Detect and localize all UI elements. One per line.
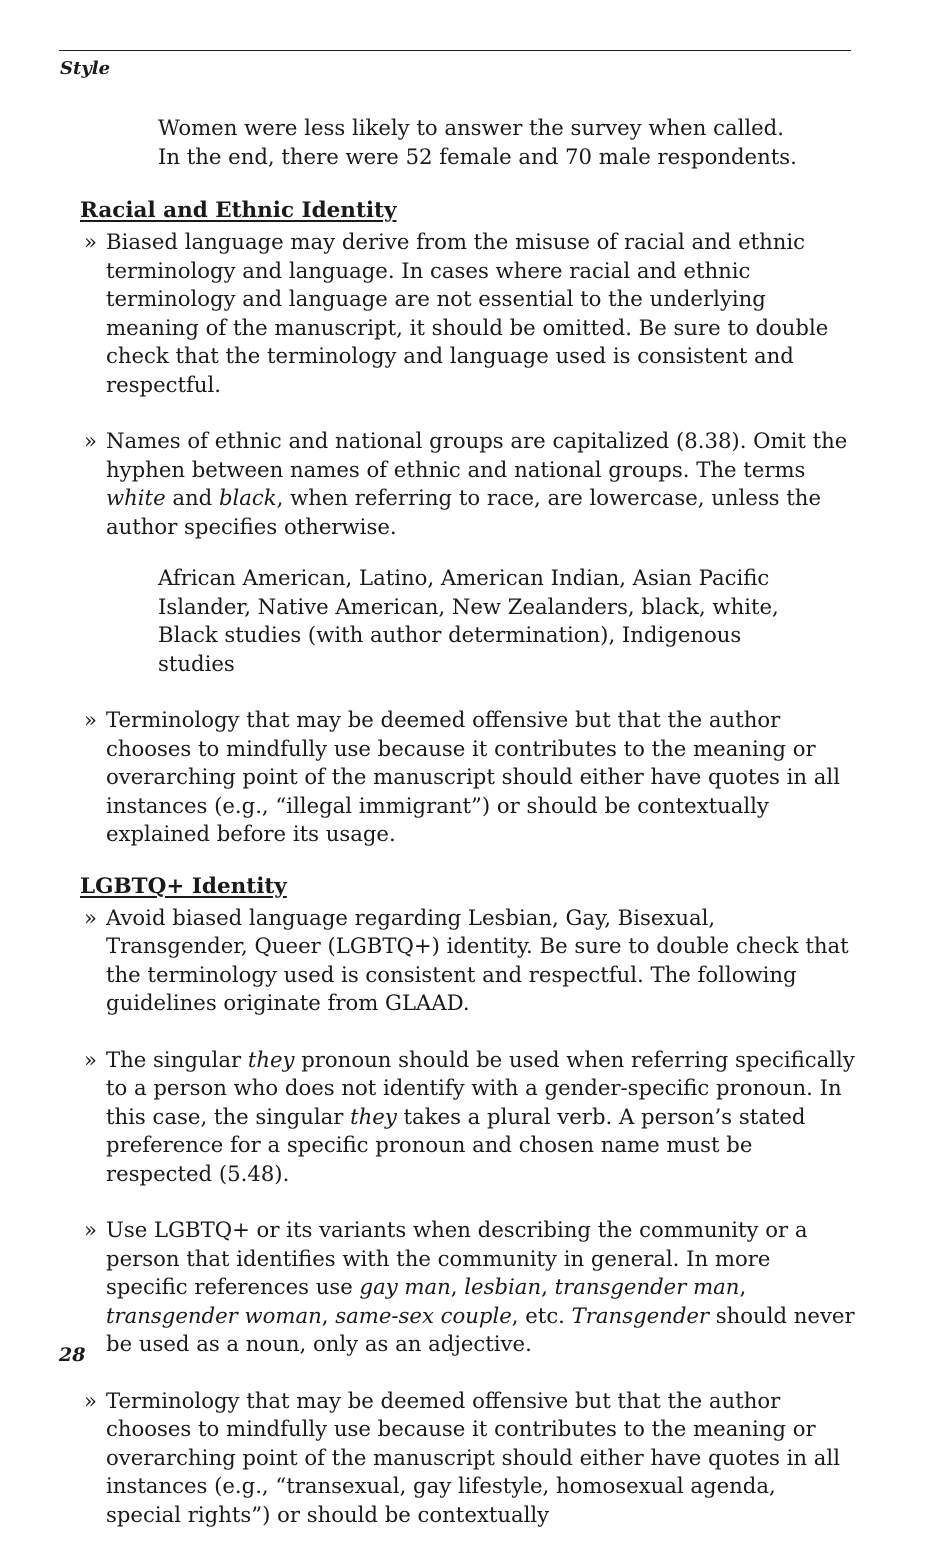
list-item: » Terminology that may be deemed offensive but that the author chooses to mindfully use because it contributes to the meaning or overarching point of the manuscript should either have quotes in all instances (e.g., “transexual, gay lifestyle, homosexual agenda, special rights”) or should be contextually bbox=[84, 1387, 840, 1527]
term-transgender-man: transgender man bbox=[554, 1274, 740, 1299]
list-item: » Terminology that may be deemed offensive but that the author chooses to mindfully use because it contributes to the meaning or overarching point of the manuscript should either have quotes in all instances (e.g., “illegal immigrant”) or should be contextually explained before its usage. bbox=[84, 707, 840, 846]
term-gay-man: gay man bbox=[359, 1274, 451, 1299]
example-group-names: African American, Latino, American Indian, Asian Pacific Islander, Native American, New Zealanders, black, white, Black studies (with author determination), Indigenous studies bbox=[158, 565, 779, 676]
section-lgbtq bbox=[80, 872, 856, 1530]
bullet-chevron-icon: » bbox=[84, 904, 97, 930]
page-number: 28 bbox=[59, 1344, 86, 1366]
racial-bullet-list-2 bbox=[80, 706, 856, 849]
heading-racial-ethnic: Racial and Ethnic Identity bbox=[80, 198, 397, 223]
term-transgender-woman: transgender woman bbox=[106, 1302, 322, 1328]
bullet-chevron-icon: » bbox=[84, 707, 97, 732]
term-transgender: Transgender bbox=[571, 1302, 710, 1328]
list-item: » Use LGBTQ+ or its variants when describing the community or a person that identifies with the community in general. In more specific references use gay man, lesbian, transgender man, transgender woman, same-sex couple, etc. Transgender should never be used as a noun, only as an adjective. bbox=[84, 1217, 855, 1356]
term-they: they bbox=[350, 1103, 397, 1129]
list-item: » Names of ethnic and national groups are capitalized (8.38). Omit the hyphen between names of ethnic and national groups. The terms white and black, when referring to race, are lowercase, unless the author specifies otherwise. bbox=[84, 428, 848, 539]
term-they: they bbox=[247, 1046, 295, 1072]
running-head: Style bbox=[60, 58, 111, 79]
list-item: » Avoid biased language regarding Lesbian, Gay, Bisexual, Transgender, Queer (LGBTQ+) identity. Be sure to double check that the terminology used is consistent and respectful. The following guidelines originate from GLAAD. bbox=[84, 904, 849, 1015]
example-women-survey: Women were less likely to answer the survey when called. In the end, there were 52 female and 70 male respondents. bbox=[158, 115, 797, 169]
heading-lgbtq: LGBTQ+ Identity bbox=[80, 873, 287, 899]
page-body bbox=[80, 114, 856, 1552]
term-same-sex-couple: same-sex couple bbox=[335, 1302, 512, 1328]
list-item: » The singular they pronoun should be used when referring specifically to a person who does not identify with a gender-specific pronoun. In this case, the singular they takes a plural verb. A person’s stated preference for a specific pronoun and chosen name must be respected (5.48). bbox=[84, 1046, 855, 1186]
bullet-chevron-icon: » bbox=[84, 1217, 97, 1242]
section-racial-ethnic bbox=[80, 196, 856, 849]
bullet-chevron-icon: » bbox=[84, 1387, 97, 1413]
term-lesbian: lesbian bbox=[464, 1274, 542, 1299]
racial-bullet-list bbox=[80, 228, 856, 541]
header-rule bbox=[59, 50, 851, 51]
lgbtq-bullet-list bbox=[80, 904, 856, 1530]
term-white: white bbox=[106, 485, 166, 510]
list-item: » Biased language may derive from the misuse of racial and ethnic terminology and language. In cases where racial and ethnic terminology and language are not essential to the underlying meaning of the manuscript, it should be omitted. Be sure to double check that the terminology and language used is consistent and respectful. bbox=[84, 229, 829, 397]
bullet-chevron-icon: » bbox=[84, 428, 97, 453]
bullet-chevron-icon: » bbox=[84, 1046, 97, 1072]
term-black: black bbox=[218, 485, 277, 510]
bullet-chevron-icon: » bbox=[84, 229, 97, 254]
